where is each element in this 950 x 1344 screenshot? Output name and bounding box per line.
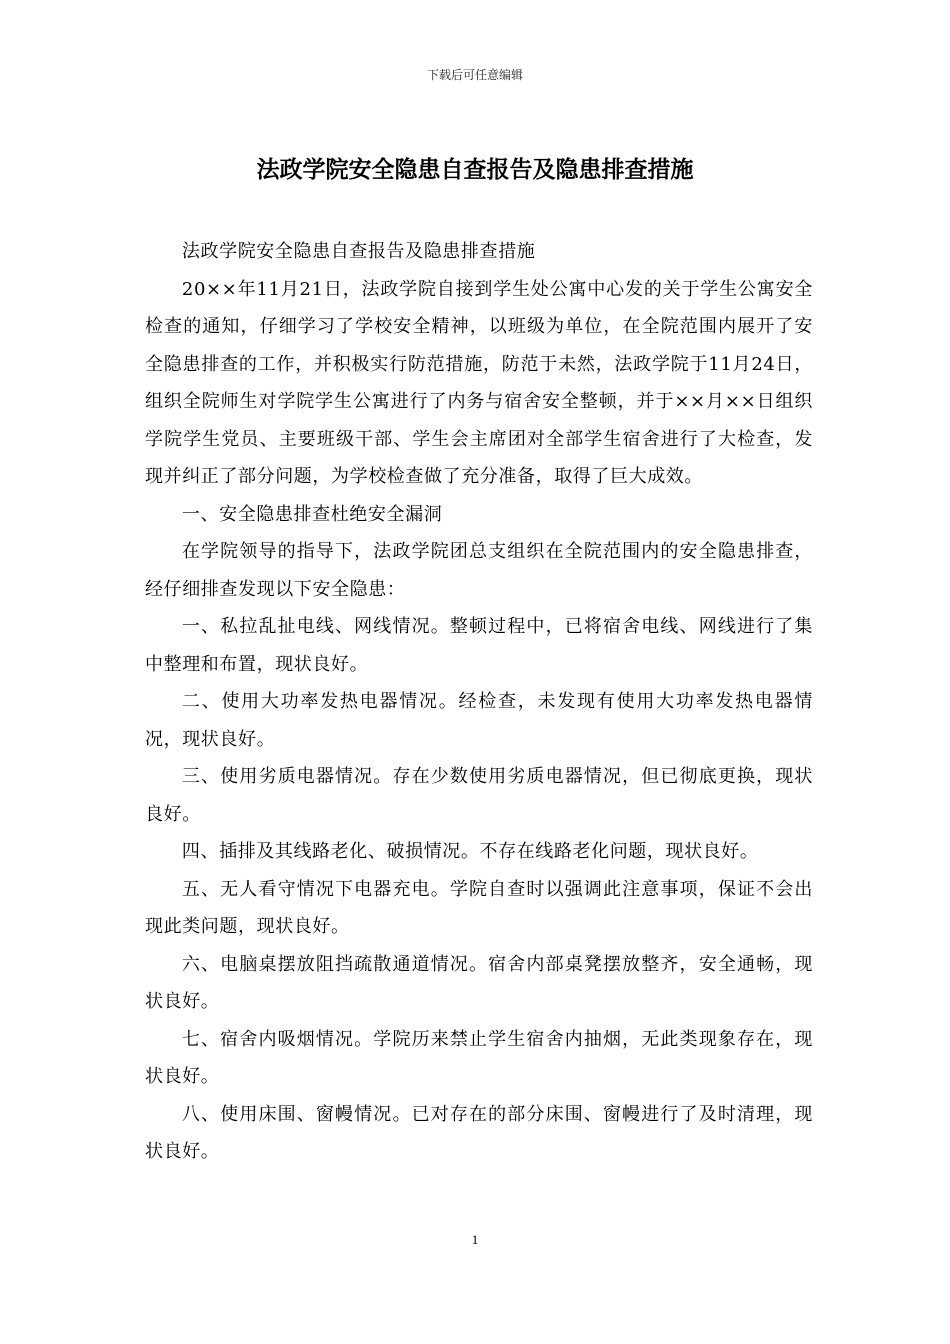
page-number: 1 xyxy=(471,1232,479,1247)
list-item-4: 四、插排及其线路老化、破损情况。不存在线路老化问题，现状良好。 xyxy=(181,841,759,862)
paragraph-intro: 20××年11月21日，法政学院自接到学生处公寓中心发的关于学生公寓安全检查的通知，仔细学习了学校安全精神，以班级为单位，在全院范围内展开了安全隐患排查的工作，并积极实行防范措施，防范于未然，法政学院于11月24日，组织全院师生对学院学生公寓进行了内务与宿舍安全整顿，并于××月××日组织学院学生党员、主要班级干部、学生会主席团对全部学生宿舍进行了大检查，发现并纠正了部分问题，为学校检查做了充分准备，取得了巨大成效。 xyxy=(145,278,813,487)
list-item-8: 八、使用床围、窗幔情况。已对存在的部分床围、窗幔进行了及时清理，现状良好。 xyxy=(145,1103,813,1162)
list-item-3: 三、使用劣质电器情况。存在少数使用劣质电器情况，但已彻底更换，现状良好。 xyxy=(145,766,813,825)
list-item-1: 一、私拉乱扯电线、网线情况。整顿过程中，已将宿舍电线、网线进行了集中整理和布置，现状良好。 xyxy=(145,616,813,675)
document-body xyxy=(145,233,813,1171)
list-item-6: 六、电脑桌摆放阻挡疏散通道情况。宿舍内部桌凳摆放整齐，安全通畅，现状良好。 xyxy=(145,953,813,1012)
list-item-7: 七、宿舍内吸烟情况。学院历来禁止学生宿舍内抽烟，无此类现象存在，现状良好。 xyxy=(145,1028,813,1087)
document-title: 法政学院安全隐患自查报告及隐患排查措施 xyxy=(256,157,694,183)
section-heading: 一、安全隐患排查杜绝安全漏洞 xyxy=(181,503,443,525)
list-item-2: 二、使用大功率发热电器情况。经检查，未发现有使用大功率发热电器情况，现状良好。 xyxy=(145,691,813,750)
list-item-5: 五、无人看守情况下电器充电。学院自查时以强调此注意事项，保证不会出现此类问题，现状良好。 xyxy=(145,878,813,937)
paragraph-section-intro: 在学院领导的指导下，法政学院团总支组织在全院范围内的安全隐患排查，经仔细排查发现以下安全隐患： xyxy=(145,541,813,600)
page-header-note: 下载后可任意编辑 xyxy=(426,68,523,82)
paragraph-subtitle: 法政学院安全隐患自查报告及隐患排查措施 xyxy=(181,241,536,262)
